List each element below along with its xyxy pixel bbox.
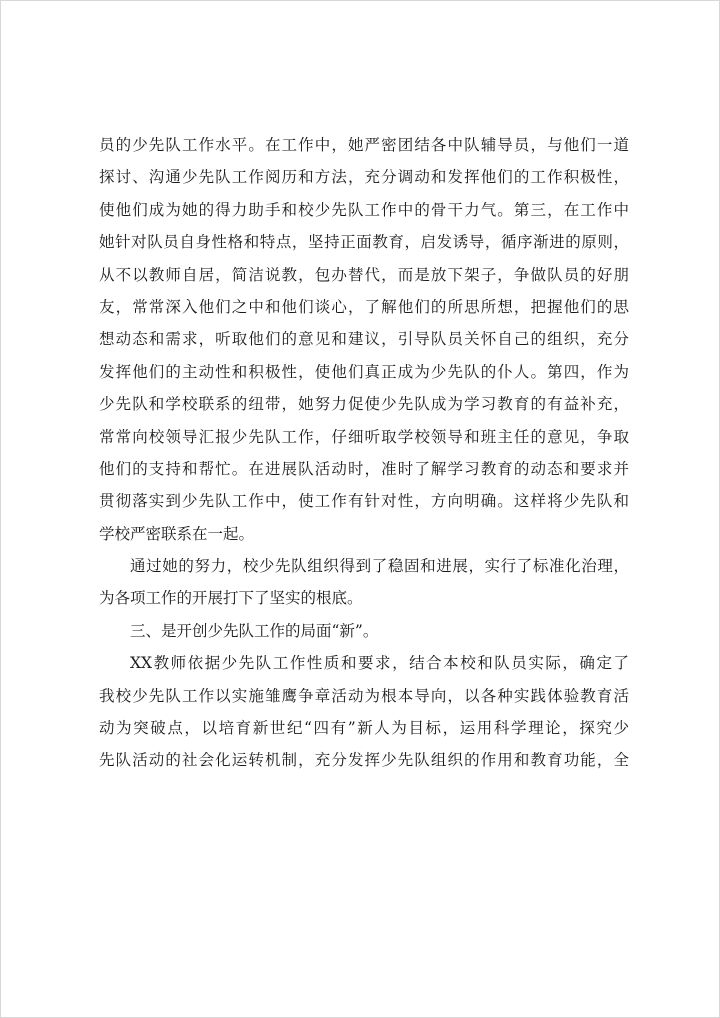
document-body [99,129,629,777]
paragraph-2 [99,550,629,615]
text-line: 发挥他们的主动性和积极性，使他们真正成为少先队的仆人。第四，作为 [99,362,629,381]
text-line: 为各项工作的开展打下了坚实的根底。 [99,589,363,608]
text-line: 员的少先队工作水平。在工作中，她严密团结各中队辅导员，与他们一道 [99,136,629,154]
text-line: 贯彻落实到少先队工作中，使工作有针对性，方向明确。这样将少先队和 [99,492,629,511]
text-line: 探讨、沟通少先队工作阅历和方法，充分调动和发挥他们的工作积极性， [99,168,629,187]
text-line: 从不以教师自居，简洁说教，包办替代，而是放下架子，争做队员的好朋 [99,265,629,284]
text-line: 通过她的努力，校少先队组织得到了稳固和进展，实行了标准化治理， [130,557,629,576]
text-line: 先队活动的社会化运转机制，充分发挥少先队组织的作用和教育功能，全 [99,751,629,770]
paragraph-4 [99,647,629,777]
text-line: 我校少先队工作以实施雏鹰争章活动为根本导向，以各种实践体验教育活 [99,686,629,705]
text-line: 想动态和需求，听取他们的意见和建议，引导队员关怀自己的组织，充分 [99,330,629,349]
text-line: 少先队和学校联系的纽带，她努力促使少先队成为学习教育的有益补充， [99,395,629,414]
section-heading-3 [99,615,629,647]
text-line: XX教师依据少先队工作性质和要求，结合本校和队员实际，确定了 [130,654,629,673]
text-line: 使他们成为她的得力助手和校少先队工作中的骨干力气。第三，在工作中 [99,200,629,219]
text-line: 友，常常深入他们之中和他们谈心，了解他们的所思所想，把握他们的思 [99,297,629,316]
paragraph-1 [99,129,629,550]
text-line: 她针对队员自身性格和特点，坚持正面教育，启发诱导，循序渐进的原则， [99,233,629,252]
text-line: 他们的支持和帮忙。在进展队活动时，准时了解学习教育的动态和要求并 [99,459,629,478]
text-line: 常常向校领导汇报少先队工作，仔细听取学校领导和班主任的意见，争取 [99,427,629,446]
text-line: 学校严密联系在一起。 [99,524,255,543]
section-heading: 三、是开创少先队工作的局面“新”。 [130,621,379,640]
text-line: 动为突破点，以培育新世纪“四有”新人为目标，运用科学理论，探究少 [99,719,629,738]
